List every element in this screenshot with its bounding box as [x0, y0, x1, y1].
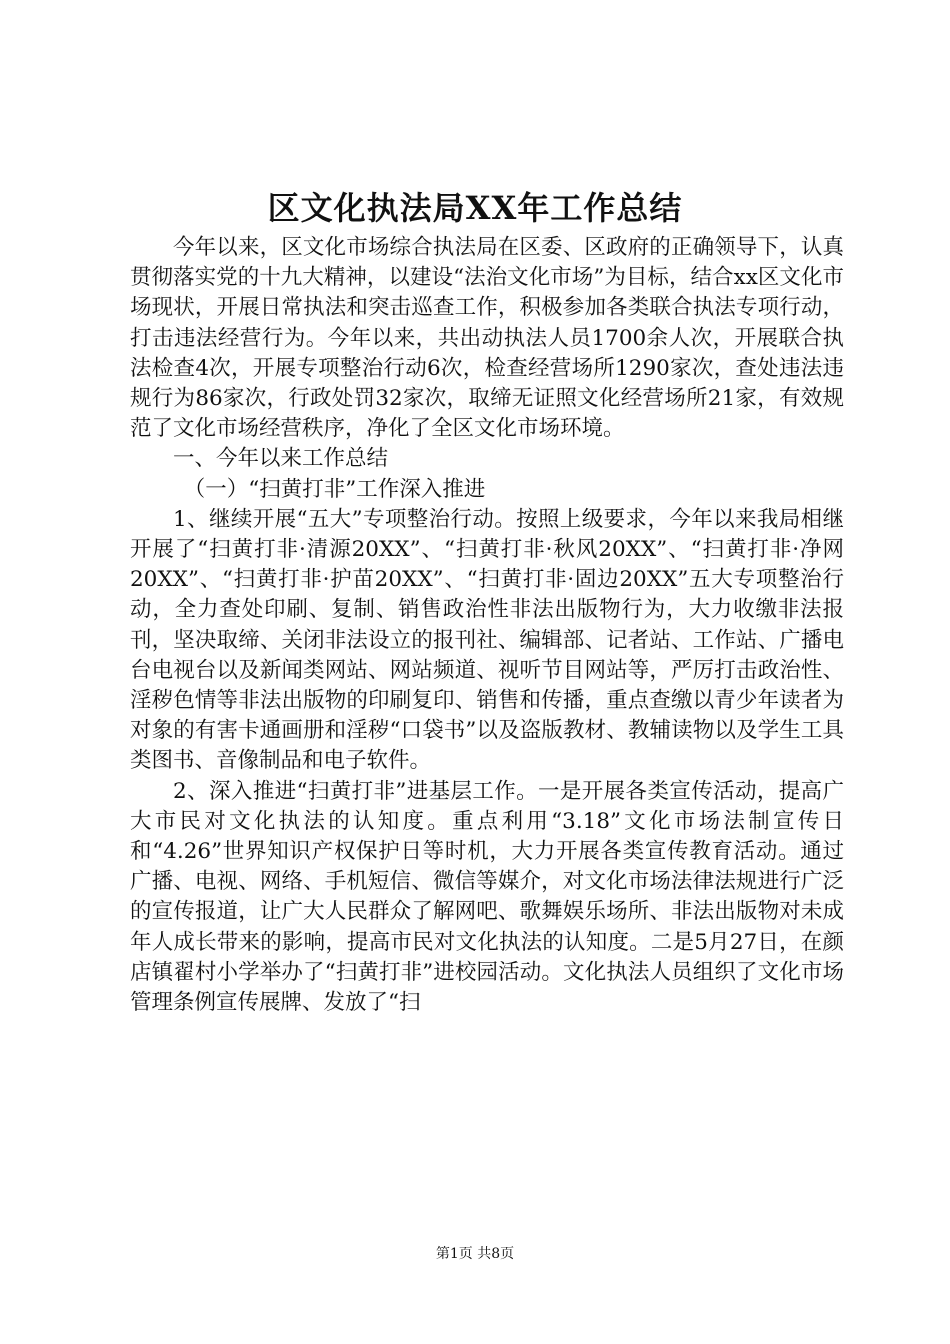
- subsection-heading: （一）“扫黄打非”工作深入推进: [183, 476, 486, 502]
- body-paragraph: 1、继续开展“五大”专项整治行动。按照上级要求，今年以来我局相继开展了“扫黄打非·清源20XX”、“扫黄打非·秋风20XX”、“扫黄打非·净网20XX”、“扫黄打非·护苗20XX”、“扫黄打非·固边20XX”五大专项整治行动，全力查处印刷、复制、销售政治性非法出版物行为，大力收缴非法报刊，坚决取缔、关闭非法设立的报刊社、编辑部、记者站、工作站、广播电台电视台以及新闻类网站、网站频道、视听节目网站等，严厉打击政治性、淫秽色情等非法出版物的印刷复印、销售和传播，重点查缴以青少年读者为对象的有害卡通画册和淫秽“口袋书”以及盗版教材、教辅读物以及学生工具类图书、音像制品和电子软件。: [130, 506, 844, 774]
- page-number-footer: 第1页 共8页: [435, 1246, 515, 1262]
- document-body: [130, 233, 844, 1018]
- body-paragraph: 2、深入推进“扫黄打非”进基层工作。一是开展各类宣传活动，提高广大市民对文化执法的认知度。重点利用“3.18”文化市场法制宣传日和“4.26”世界知识产权保护日等时机，大力开展各类宣传教育活动。通过广播、电视、网络、手机短信、微信等媒介，对文化市场法律法规进行广泛的宣传报道，让广大人民群众了解网吧、歌舞娱乐场所、非法出版物对未成年人成长带来的影响，提高市民对文化执法的认知度。二是5月27日，在颜店镇翟村小学举办了“扫黄打非”进校园活动。文化执法人员组织了文化市场管理条例宣传展牌、发放了“扫: [130, 778, 844, 1016]
- document-title: 区文化执法局XX年工作总结: [267, 189, 683, 227]
- intro-paragraph: 今年以来，区文化市场综合执法局在区委、区政府的正确领导下，认真贯彻落实党的十九大精神，以建设“法治文化市场”为目标，结合xx区文化市场现状，开展日常执法和突击巡查工作，积极参加各类联合执法专项行动，打击违法经营行为。今年以来，共出动执法人员1700余人次，开展联合执法检查4次，开展专项整治行动6次，检查经营场所1290家次，查处违法违规行为86家次，行政处罚32家次，取缔无证照文化经营场所21家，有效规范了文化市场经营秩序，净化了全区文化市场环境。: [130, 235, 844, 442]
- section-heading: 一、今年以来工作总结: [173, 446, 389, 472]
